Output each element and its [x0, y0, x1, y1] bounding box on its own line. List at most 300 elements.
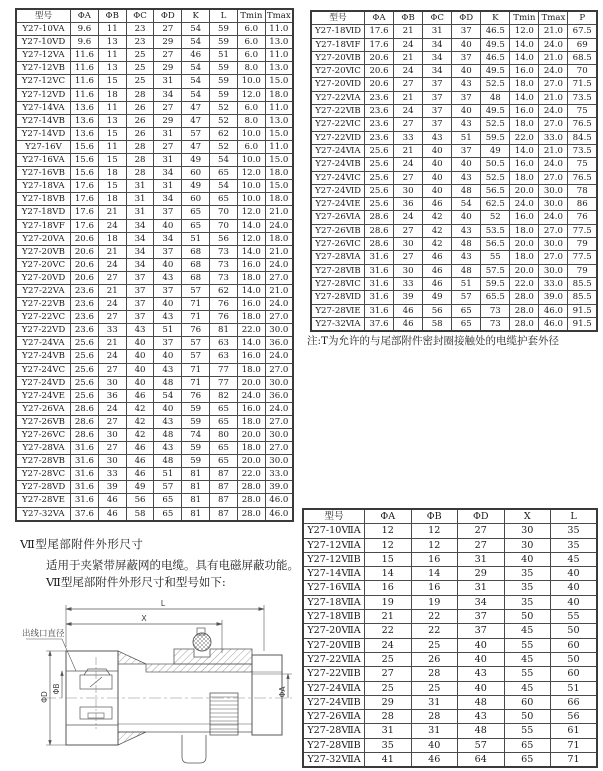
- value-cell: 79: [568, 238, 597, 251]
- value-cell: 30.0: [539, 238, 568, 251]
- value-cell: 43: [423, 131, 452, 144]
- column-header: K: [481, 11, 510, 25]
- table-row: [16, 324, 293, 337]
- value-cell: 63: [210, 337, 238, 350]
- value-cell: 37: [154, 206, 182, 219]
- value-cell: 24: [394, 158, 423, 171]
- value-cell: 46: [423, 277, 452, 290]
- value-cell: 24.0: [539, 65, 568, 78]
- value-cell: 24.0: [539, 105, 568, 118]
- value-cell: 37: [452, 51, 481, 64]
- value-cell: 29: [154, 36, 182, 49]
- value-cell: 20.6: [71, 258, 99, 271]
- value-cell: 57: [154, 481, 182, 494]
- model-cell: Y27-20ⅥB: [311, 51, 365, 64]
- value-cell: 34: [423, 51, 452, 64]
- value-cell: 27.0: [539, 78, 568, 91]
- value-cell: 24.0: [539, 38, 568, 51]
- dim-label-X: X: [141, 614, 147, 623]
- value-cell: 40: [423, 171, 452, 184]
- value-cell: 18.0: [510, 118, 539, 131]
- model-cell: Y27-18VB: [16, 193, 71, 206]
- value-cell: 62: [210, 127, 238, 140]
- value-cell: 28: [126, 167, 154, 180]
- value-cell: 29: [365, 695, 412, 709]
- value-cell: 40: [452, 105, 481, 118]
- value-cell: 81: [182, 494, 210, 507]
- model-cell: Y27-32ⅥA: [311, 317, 365, 331]
- value-cell: 49.5: [481, 65, 510, 78]
- value-cell: 31: [154, 75, 182, 88]
- value-cell: 28.0: [510, 291, 539, 304]
- value-cell: 14.0: [510, 38, 539, 51]
- model-cell: Y27-10ⅦA: [303, 524, 365, 538]
- table-row: [16, 350, 293, 363]
- value-cell: 25.6: [365, 198, 394, 211]
- table-row: [16, 455, 293, 468]
- value-cell: 27: [394, 251, 423, 264]
- value-cell: 27.0: [539, 251, 568, 264]
- value-cell: 76: [568, 211, 597, 224]
- value-cell: 12.0: [237, 232, 265, 245]
- value-cell: 85.5: [568, 291, 597, 304]
- value-cell: 27: [98, 271, 126, 284]
- model-cell: Y27-22ⅥA: [311, 91, 365, 104]
- value-cell: 18.0: [237, 442, 265, 455]
- v-type-dimension-table: [15, 8, 294, 522]
- column-header: 型号: [311, 11, 365, 25]
- value-cell: 76: [210, 298, 238, 311]
- value-cell: 24: [98, 350, 126, 363]
- table-row: [311, 25, 597, 38]
- value-cell: 43: [154, 271, 182, 284]
- value-cell: 59: [210, 23, 238, 36]
- leader-line: [26, 639, 76, 671]
- value-cell: 30.0: [265, 429, 293, 442]
- value-cell: 42: [423, 238, 452, 251]
- value-cell: 21: [98, 206, 126, 219]
- value-cell: 35: [504, 567, 551, 581]
- value-cell: 84.5: [568, 131, 597, 144]
- value-cell: 12: [411, 538, 458, 552]
- cone-hatch-top: [118, 651, 146, 664]
- value-cell: 59: [182, 402, 210, 415]
- value-cell: 46: [98, 507, 126, 521]
- value-cell: 73: [210, 245, 238, 258]
- value-cell: 42: [126, 429, 154, 442]
- value-cell: 57: [452, 291, 481, 304]
- value-cell: 24.0: [265, 219, 293, 232]
- value-cell: 16: [365, 581, 412, 595]
- value-cell: 81: [210, 324, 238, 337]
- model-cell: Y27-28ⅦB: [303, 738, 365, 752]
- value-cell: 21.0: [539, 144, 568, 157]
- value-cell: 47: [182, 140, 210, 153]
- value-cell: 78: [568, 184, 597, 197]
- table-row: [16, 468, 293, 481]
- value-cell: 28: [126, 88, 154, 101]
- value-cell: 28: [126, 140, 154, 153]
- column-header: ΦB: [411, 509, 458, 524]
- model-cell: Y27-12VD: [16, 88, 71, 101]
- value-cell: 19: [365, 595, 412, 609]
- value-cell: 47: [182, 101, 210, 114]
- value-cell: 21: [365, 610, 412, 624]
- value-cell: 21.0: [265, 206, 293, 219]
- value-cell: 28.6: [365, 224, 394, 237]
- value-cell: 37: [154, 337, 182, 350]
- value-cell: 15.0: [265, 127, 293, 140]
- value-cell: 14.0: [237, 284, 265, 297]
- value-cell: 37.6: [71, 507, 99, 521]
- value-cell: 40: [551, 581, 598, 595]
- value-cell: 14.0: [510, 144, 539, 157]
- value-cell: 48: [154, 429, 182, 442]
- value-cell: 65: [504, 738, 551, 752]
- value-cell: 28.0: [237, 507, 265, 521]
- value-cell: 65: [210, 193, 238, 206]
- value-cell: 18.0: [265, 88, 293, 101]
- value-cell: 65: [452, 304, 481, 317]
- value-cell: 87: [210, 507, 238, 521]
- value-cell: 28.6: [71, 429, 99, 442]
- value-cell: 18.0: [510, 224, 539, 237]
- table-row: [311, 211, 597, 224]
- value-cell: 54: [182, 75, 210, 88]
- model-cell: Y27-22ⅥD: [311, 131, 365, 144]
- model-cell: Y27-16ⅦA: [303, 581, 365, 595]
- model-cell: Y27-24ⅥC: [311, 171, 365, 184]
- table-row: [311, 91, 597, 104]
- model-cell: Y27-20VB: [16, 245, 71, 258]
- column-header: P: [568, 11, 597, 25]
- value-cell: 13.0: [265, 62, 293, 75]
- value-cell: 65: [154, 494, 182, 507]
- value-cell: 9.6: [71, 36, 99, 49]
- column-header: 型号: [16, 9, 71, 23]
- value-cell: 73.5: [568, 144, 597, 157]
- value-cell: 17.6: [71, 193, 99, 206]
- table-row: [303, 667, 597, 681]
- value-cell: 42: [126, 415, 154, 428]
- value-cell: 34: [154, 232, 182, 245]
- value-cell: 6.0: [237, 36, 265, 49]
- value-cell: 15.0: [265, 75, 293, 88]
- table-row: [16, 442, 293, 455]
- value-cell: 49: [182, 154, 210, 167]
- model-cell: Y27-18ⅥF: [311, 38, 365, 51]
- table-row: [311, 171, 597, 184]
- value-cell: 36.0: [265, 389, 293, 402]
- value-cell: 54: [210, 154, 238, 167]
- value-cell: 70: [210, 206, 238, 219]
- value-cell: 40: [154, 258, 182, 271]
- column-header: 型号: [303, 509, 365, 524]
- table-row: [311, 291, 597, 304]
- value-cell: 43: [452, 251, 481, 264]
- value-cell: 54: [154, 389, 182, 402]
- value-cell: 35: [551, 524, 598, 538]
- value-cell: 16.0: [510, 211, 539, 224]
- value-cell: 25: [365, 652, 412, 666]
- model-cell: Y27-22ⅥB: [311, 105, 365, 118]
- value-cell: 14.0: [237, 219, 265, 232]
- value-cell: 65: [210, 402, 238, 415]
- value-cell: 39: [98, 481, 126, 494]
- value-cell: 21.0: [539, 91, 568, 104]
- table-row: [311, 224, 597, 237]
- value-cell: 28: [126, 154, 154, 167]
- table-row: [303, 710, 597, 724]
- value-cell: 24: [394, 65, 423, 78]
- value-cell: 75: [568, 105, 597, 118]
- value-cell: 28: [411, 710, 458, 724]
- value-cell: 31: [154, 127, 182, 140]
- value-cell: 40: [154, 298, 182, 311]
- value-cell: 34: [154, 193, 182, 206]
- model-cell: Y27-20VD: [16, 271, 71, 284]
- value-cell: 12: [411, 524, 458, 538]
- value-cell: 27: [154, 49, 182, 62]
- value-cell: 6.0: [237, 49, 265, 62]
- value-cell: 65: [452, 317, 481, 331]
- value-cell: 24: [98, 219, 126, 232]
- value-cell: 36: [394, 198, 423, 211]
- value-cell: 37: [458, 610, 505, 624]
- value-cell: 48: [154, 376, 182, 389]
- value-cell: 27.0: [265, 311, 293, 324]
- model-cell: Y27-24ⅦA: [303, 681, 365, 695]
- value-cell: 87: [210, 494, 238, 507]
- table-row: [16, 415, 293, 428]
- model-cell: Y27-12VC: [16, 75, 71, 88]
- value-cell: 16: [411, 552, 458, 566]
- value-cell: 68: [182, 258, 210, 271]
- value-cell: 25: [411, 681, 458, 695]
- column-header: ΦC: [423, 11, 452, 25]
- table-row: [16, 271, 293, 284]
- model-cell: Y27-16V: [16, 140, 71, 153]
- table-row: [16, 49, 293, 62]
- value-cell: 71: [182, 363, 210, 376]
- value-cell: 40: [126, 337, 154, 350]
- table-row: [311, 277, 597, 290]
- value-cell: 18.0: [510, 171, 539, 184]
- value-cell: 59: [210, 62, 238, 75]
- value-cell: 68.5: [568, 51, 597, 64]
- value-cell: 25.6: [71, 350, 99, 363]
- value-cell: 28: [365, 710, 412, 724]
- value-cell: 27: [458, 524, 505, 538]
- value-cell: 40: [458, 652, 505, 666]
- value-cell: 13: [98, 36, 126, 49]
- value-cell: 40: [126, 376, 154, 389]
- value-cell: 81: [182, 468, 210, 481]
- value-cell: 10.0: [237, 180, 265, 193]
- model-cell: Y27-22ⅦB: [303, 667, 365, 681]
- value-cell: 40: [458, 638, 505, 652]
- value-cell: 22: [411, 610, 458, 624]
- model-cell: Y27-14VD: [16, 127, 71, 140]
- value-cell: 59: [210, 36, 238, 49]
- model-cell: Y27-10VD: [16, 36, 71, 49]
- table-row: [16, 127, 293, 140]
- value-cell: 27: [154, 101, 182, 114]
- column-header: ΦA: [365, 11, 394, 25]
- value-cell: 43: [452, 118, 481, 131]
- header-row: [311, 11, 597, 25]
- model-cell: Y27-28ⅦA: [303, 724, 365, 738]
- value-cell: 24.0: [510, 198, 539, 211]
- value-cell: 46.0: [265, 494, 293, 507]
- column-header: ΦC: [126, 9, 154, 23]
- value-cell: 46: [394, 304, 423, 317]
- value-cell: 31: [126, 206, 154, 219]
- table-row: [303, 567, 597, 581]
- value-cell: 55: [504, 638, 551, 652]
- value-cell: 37: [126, 271, 154, 284]
- value-cell: 27.0: [265, 442, 293, 455]
- value-cell: 20.0: [237, 455, 265, 468]
- value-cell: 53.5: [481, 224, 510, 237]
- value-cell: 65: [504, 753, 551, 768]
- value-cell: 68: [182, 271, 210, 284]
- value-cell: 17.6: [71, 206, 99, 219]
- column-header: ΦD: [452, 11, 481, 25]
- value-cell: 18.0: [237, 363, 265, 376]
- value-cell: 19: [411, 595, 458, 609]
- value-cell: 30.0: [265, 376, 293, 389]
- table-row: [311, 51, 597, 64]
- value-cell: 71: [182, 376, 210, 389]
- value-cell: 34: [423, 65, 452, 78]
- table-row: [303, 524, 597, 538]
- table-row: [303, 738, 597, 752]
- value-cell: 37: [452, 25, 481, 38]
- value-cell: 52: [210, 114, 238, 127]
- value-cell: 51: [154, 324, 182, 337]
- value-cell: 43: [126, 324, 154, 337]
- table-row: [16, 429, 293, 442]
- value-cell: 52: [210, 101, 238, 114]
- value-cell: 60: [551, 638, 598, 652]
- value-cell: 12.0: [237, 88, 265, 101]
- header-row: [303, 509, 597, 524]
- value-cell: 12.0: [510, 25, 539, 38]
- value-cell: 27.0: [539, 118, 568, 131]
- model-cell: Y27-20VA: [16, 232, 71, 245]
- value-cell: 25: [126, 62, 154, 75]
- value-cell: 51: [452, 131, 481, 144]
- model-cell: Y27-20ⅥC: [311, 65, 365, 78]
- value-cell: 8.0: [237, 62, 265, 75]
- value-cell: 24: [365, 638, 412, 652]
- model-cell: Y27-12ⅦA: [303, 538, 365, 552]
- value-cell: 12: [365, 524, 412, 538]
- model-cell: Y27-22ⅥC: [311, 118, 365, 131]
- value-cell: 47: [182, 114, 210, 127]
- value-cell: 65: [182, 206, 210, 219]
- value-cell: 48: [452, 238, 481, 251]
- value-cell: 40: [154, 350, 182, 363]
- table-row: [16, 507, 293, 521]
- value-cell: 25.6: [71, 389, 99, 402]
- value-cell: 40: [551, 595, 598, 609]
- value-cell: 27: [394, 224, 423, 237]
- value-cell: 14: [365, 567, 412, 581]
- value-cell: 40: [551, 567, 598, 581]
- value-cell: 56: [423, 304, 452, 317]
- value-cell: 30.0: [265, 455, 293, 468]
- value-cell: 37: [452, 144, 481, 157]
- value-cell: 81: [182, 481, 210, 494]
- value-cell: 51: [182, 232, 210, 245]
- value-cell: 24.0: [265, 298, 293, 311]
- value-cell: 70: [568, 65, 597, 78]
- column-header: L: [551, 509, 598, 524]
- value-cell: 76.5: [568, 171, 597, 184]
- value-cell: 42: [423, 224, 452, 237]
- backshell-cross-section-diagram: [14, 597, 298, 767]
- value-cell: 23.6: [71, 284, 99, 297]
- value-cell: 24.0: [265, 350, 293, 363]
- value-cell: 49: [182, 180, 210, 193]
- value-cell: 77: [210, 363, 238, 376]
- value-cell: 34: [126, 245, 154, 258]
- table-row: [311, 304, 597, 317]
- value-cell: 60: [504, 695, 551, 709]
- value-cell: 27.0: [265, 363, 293, 376]
- value-cell: 18.0: [510, 251, 539, 264]
- value-cell: 54: [210, 180, 238, 193]
- value-cell: 40: [423, 144, 452, 157]
- value-cell: 24: [98, 258, 126, 271]
- table-row: [311, 118, 597, 131]
- paragraph-line: 适用于夹紧带屏蔽网的电缆。具有电磁屏蔽功能。: [46, 558, 299, 572]
- value-cell: 13.0: [265, 114, 293, 127]
- value-cell: 50: [504, 710, 551, 724]
- value-cell: 43: [458, 667, 505, 681]
- value-cell: 60: [182, 167, 210, 180]
- value-cell: 55: [481, 251, 510, 264]
- value-cell: 71: [182, 311, 210, 324]
- value-cell: 46: [126, 442, 154, 455]
- value-cell: 23.6: [71, 324, 99, 337]
- value-cell: 66: [551, 695, 598, 709]
- value-cell: 56: [126, 494, 154, 507]
- value-cell: 26: [411, 652, 458, 666]
- value-cell: 30.0: [539, 198, 568, 211]
- value-cell: 11: [98, 101, 126, 114]
- barrel-wall-hatch: [146, 664, 252, 672]
- value-cell: 22.0: [237, 324, 265, 337]
- value-cell: 46.0: [265, 507, 293, 521]
- model-cell: Y27-24ⅥE: [311, 198, 365, 211]
- value-cell: 33.0: [539, 131, 568, 144]
- value-cell: 91.5: [568, 304, 597, 317]
- value-cell: 11.6: [71, 75, 99, 88]
- value-cell: 27.0: [265, 415, 293, 428]
- value-cell: 20.0: [510, 264, 539, 277]
- value-cell: 24.0: [237, 389, 265, 402]
- value-cell: 17.6: [71, 219, 99, 232]
- table-row: [16, 363, 293, 376]
- value-cell: 30: [504, 524, 551, 538]
- table-row: [16, 376, 293, 389]
- column-header: ΦB: [98, 9, 126, 23]
- table-row: [303, 552, 597, 566]
- value-cell: 15: [98, 75, 126, 88]
